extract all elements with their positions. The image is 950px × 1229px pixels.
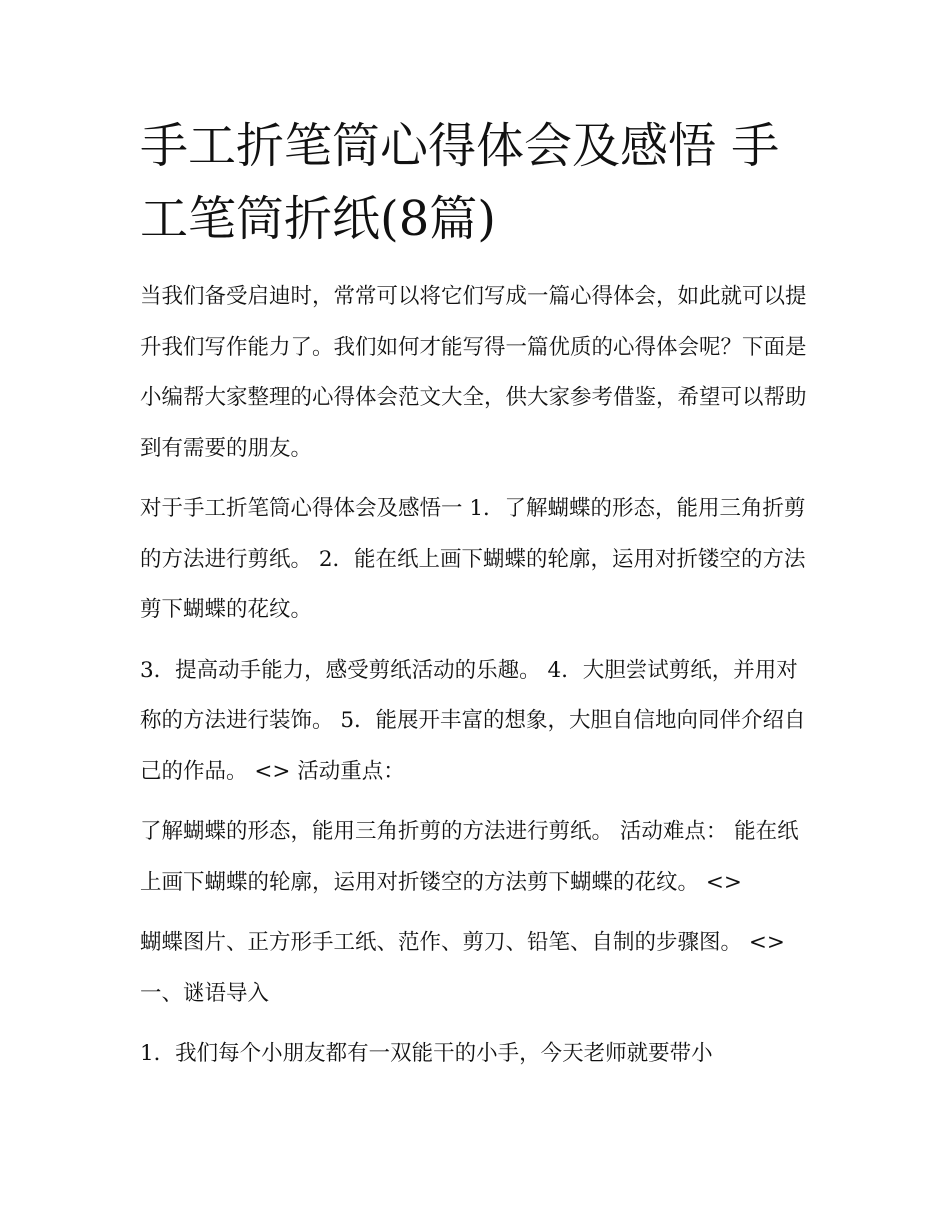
paragraph-materials: 蝴蝶图片、正方形手工纸、范作、剪刀、铅笔、自制的步骤图。 <> 一、谜语导入 [140, 930, 785, 1006]
document-title: 手工折笔筒心得体会及感悟 手工笔筒折纸(8篇) [140, 118, 780, 247]
paragraph-objectives-1: 对于手工折笔筒心得体会及感悟一 1．了解蝴蝶的形态，能用三角折剪的方法进行剪纸。 2．能在纸上画下蝴蝶的轮廓，运用对折镂空的方法剪下蝴蝶的花纹。 [140, 496, 806, 622]
document-content [140, 110, 815, 1090]
paragraph-key-points: 了解蝴蝶的形态，能用三角折剪的方法进行剪纸。 活动难点： 能在纸上画下蝴蝶的轮廓，运用对折镂空的方法剪下蝴蝶的花纹。 <> [140, 819, 799, 895]
paragraph-objectives-2: 3．提高动手能力，感受剪纸活动的乐趣。 4．大胆尝试剪纸，并用对称的方法进行装饰。 5．能展开丰富的想象，大胆自信地向同伴介绍自己的作品。 <> 活动重点： [140, 657, 806, 784]
paragraph-intro: 当我们备受启迪时，常常可以将它们写成一篇心得体会，如此就可以提升我们写作能力了。我们如何才能写得一篇优质的心得体会呢？下面是小编帮大家整理的心得体会范文大全，供大家参考借鉴，希望可以帮助到有需要的朋友。 [140, 284, 807, 461]
paragraph-step-1: 1．我们每个小朋友都有一双能干的小手，今天老师就要带小 [140, 1041, 713, 1066]
